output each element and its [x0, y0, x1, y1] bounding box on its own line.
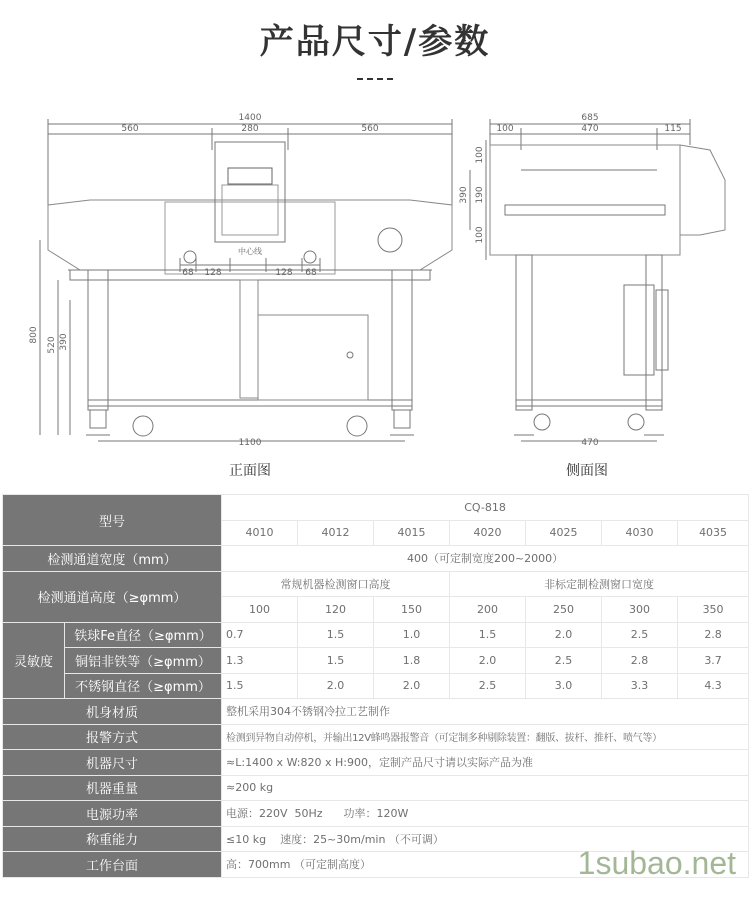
model-label: 型号 — [3, 495, 222, 546]
dim-front-left: 560 — [121, 124, 139, 134]
height-cell: 120 — [298, 597, 374, 623]
side-view-caption: 侧面图 — [566, 463, 608, 479]
model-name: CQ-818 — [222, 495, 749, 521]
size-label: 机器尺寸 — [3, 750, 222, 776]
ss-cell: 2.0 — [374, 673, 450, 699]
width-row — [3, 546, 749, 572]
title-divider — [357, 78, 393, 80]
material-label: 机身材质 — [3, 699, 222, 725]
dim-side-left: 100 — [496, 124, 514, 134]
ss-cell: 3.0 — [526, 673, 602, 699]
size-value: ≈L:1400 x W:820 x H:900，定制产品尺寸请以实际产品为准 — [222, 750, 749, 776]
nonfe-cell: 2.8 — [602, 648, 678, 674]
power-row — [3, 801, 749, 827]
dim-front-68b: 68 — [305, 268, 317, 278]
nonfe-label: 铜铝非铁等（≥φmm） — [65, 648, 222, 674]
nonfe-cell: 1.3 — [222, 648, 298, 674]
dim-side-total: 685 — [581, 113, 599, 123]
dim-front-h520: 520 — [47, 336, 57, 354]
height-label: 检测通道高度（≥φmm） — [3, 571, 222, 622]
ss-row — [3, 673, 749, 699]
material-row — [3, 699, 749, 725]
fe-row — [3, 622, 749, 648]
alarm-label: 报警方式 — [3, 724, 222, 750]
power-value: 电源：220V 50Hz 功率：120W — [222, 801, 749, 827]
height-header-row — [3, 571, 749, 597]
model-cell: 4010 — [222, 520, 298, 546]
height-std-label: 常规机器检测窗口高度 — [222, 571, 450, 597]
nonfe-cell: 3.7 — [678, 648, 749, 674]
model-cell: 4012 — [298, 520, 374, 546]
width-label: 检测通道宽度（mm） — [3, 546, 222, 572]
height-cell: 100 — [222, 597, 298, 623]
height-cell: 150 — [374, 597, 450, 623]
ss-label: 不锈钢直径（≥φmm） — [65, 673, 222, 699]
nonfe-row — [3, 648, 749, 674]
model-cell: 4035 — [678, 520, 749, 546]
capacity-label: 称重能力 — [3, 826, 222, 852]
table-height-label: 工作台面 — [3, 852, 222, 878]
weight-row — [3, 775, 749, 801]
fe-cell: 0.7 — [222, 622, 298, 648]
alarm-value: 检测到异物自动停机，并输出12V蜂鸣器报警音（可定制多种剔除装置：翻版、拔杆、推杆、喷气等） — [222, 724, 749, 750]
nonfe-cell: 2.0 — [450, 648, 526, 674]
dim-front-total: 1400 — [238, 113, 262, 123]
nonfe-cell: 1.8 — [374, 648, 450, 674]
model-cell: 4030 — [602, 520, 678, 546]
dim-side-h390: 390 — [459, 186, 469, 204]
dim-front-h390: 390 — [59, 333, 69, 351]
weight-value: ≈200 kg — [222, 775, 749, 801]
dim-front-68a: 68 — [182, 268, 194, 278]
height-cell: 300 — [602, 597, 678, 623]
height-cell: 250 — [526, 597, 602, 623]
front-view-caption: 正面图 — [229, 463, 271, 479]
power-label: 电源功率 — [3, 801, 222, 827]
fe-cell: 1.5 — [450, 622, 526, 648]
dim-front-bottom: 1100 — [238, 438, 262, 448]
nonfe-cell: 1.5 — [298, 648, 374, 674]
height-custom-label: 非标定制检测窗口宽度 — [450, 571, 749, 597]
dim-side-right: 115 — [664, 124, 682, 134]
fe-label: 铁球Fe直径（≥φmm） — [65, 622, 222, 648]
material-value: 整机采用304不锈钢冷拉工艺制作 — [222, 699, 749, 725]
dim-side-middle: 470 — [581, 124, 599, 134]
dimension-drawing — [0, 110, 750, 490]
nonfe-cell: 2.5 — [526, 648, 602, 674]
model-name-row — [3, 495, 749, 521]
height-cell: 350 — [678, 597, 749, 623]
table-height-value: 高：700mm （可定制高度） — [222, 852, 749, 878]
dim-front-128a: 128 — [204, 268, 222, 278]
ss-cell: 4.3 — [678, 673, 749, 699]
ss-cell: 1.5 — [222, 673, 298, 699]
capacity-value: ≤10 kg 速度：25~30m/min （不可调） — [222, 826, 749, 852]
dim-front-center: 280 — [241, 124, 259, 134]
center-line-label: 中心线 — [238, 247, 262, 256]
fe-cell: 2.0 — [526, 622, 602, 648]
width-value: 400（可定制宽度200~2000） — [222, 546, 749, 572]
page-title: 产品尺寸/参数 — [259, 22, 491, 62]
model-cell: 4025 — [526, 520, 602, 546]
height-cell: 200 — [450, 597, 526, 623]
ss-cell: 2.5 — [450, 673, 526, 699]
watermark: 1subao.net — [577, 845, 736, 881]
dim-side-bottom: 470 — [581, 438, 599, 448]
fe-cell: 2.5 — [602, 622, 678, 648]
ss-cell: 2.0 — [298, 673, 374, 699]
fe-cell: 2.8 — [678, 622, 749, 648]
weight-label: 机器重量 — [3, 775, 222, 801]
size-row — [3, 750, 749, 776]
model-cell: 4020 — [450, 520, 526, 546]
dim-side-h100a: 100 — [475, 146, 485, 164]
sensitivity-label: 灵敏度 — [3, 622, 65, 699]
fe-cell: 1.5 — [298, 622, 374, 648]
model-cell: 4015 — [374, 520, 450, 546]
dim-front-128b: 128 — [275, 268, 293, 278]
ss-cell: 3.3 — [602, 673, 678, 699]
dim-front-h800: 800 — [29, 326, 39, 344]
spec-table — [2, 494, 749, 878]
alarm-row — [3, 724, 749, 750]
fe-cell: 1.0 — [374, 622, 450, 648]
dim-front-right: 560 — [361, 124, 379, 134]
dim-side-h100b: 100 — [475, 226, 485, 244]
dim-side-h190: 190 — [475, 186, 485, 204]
